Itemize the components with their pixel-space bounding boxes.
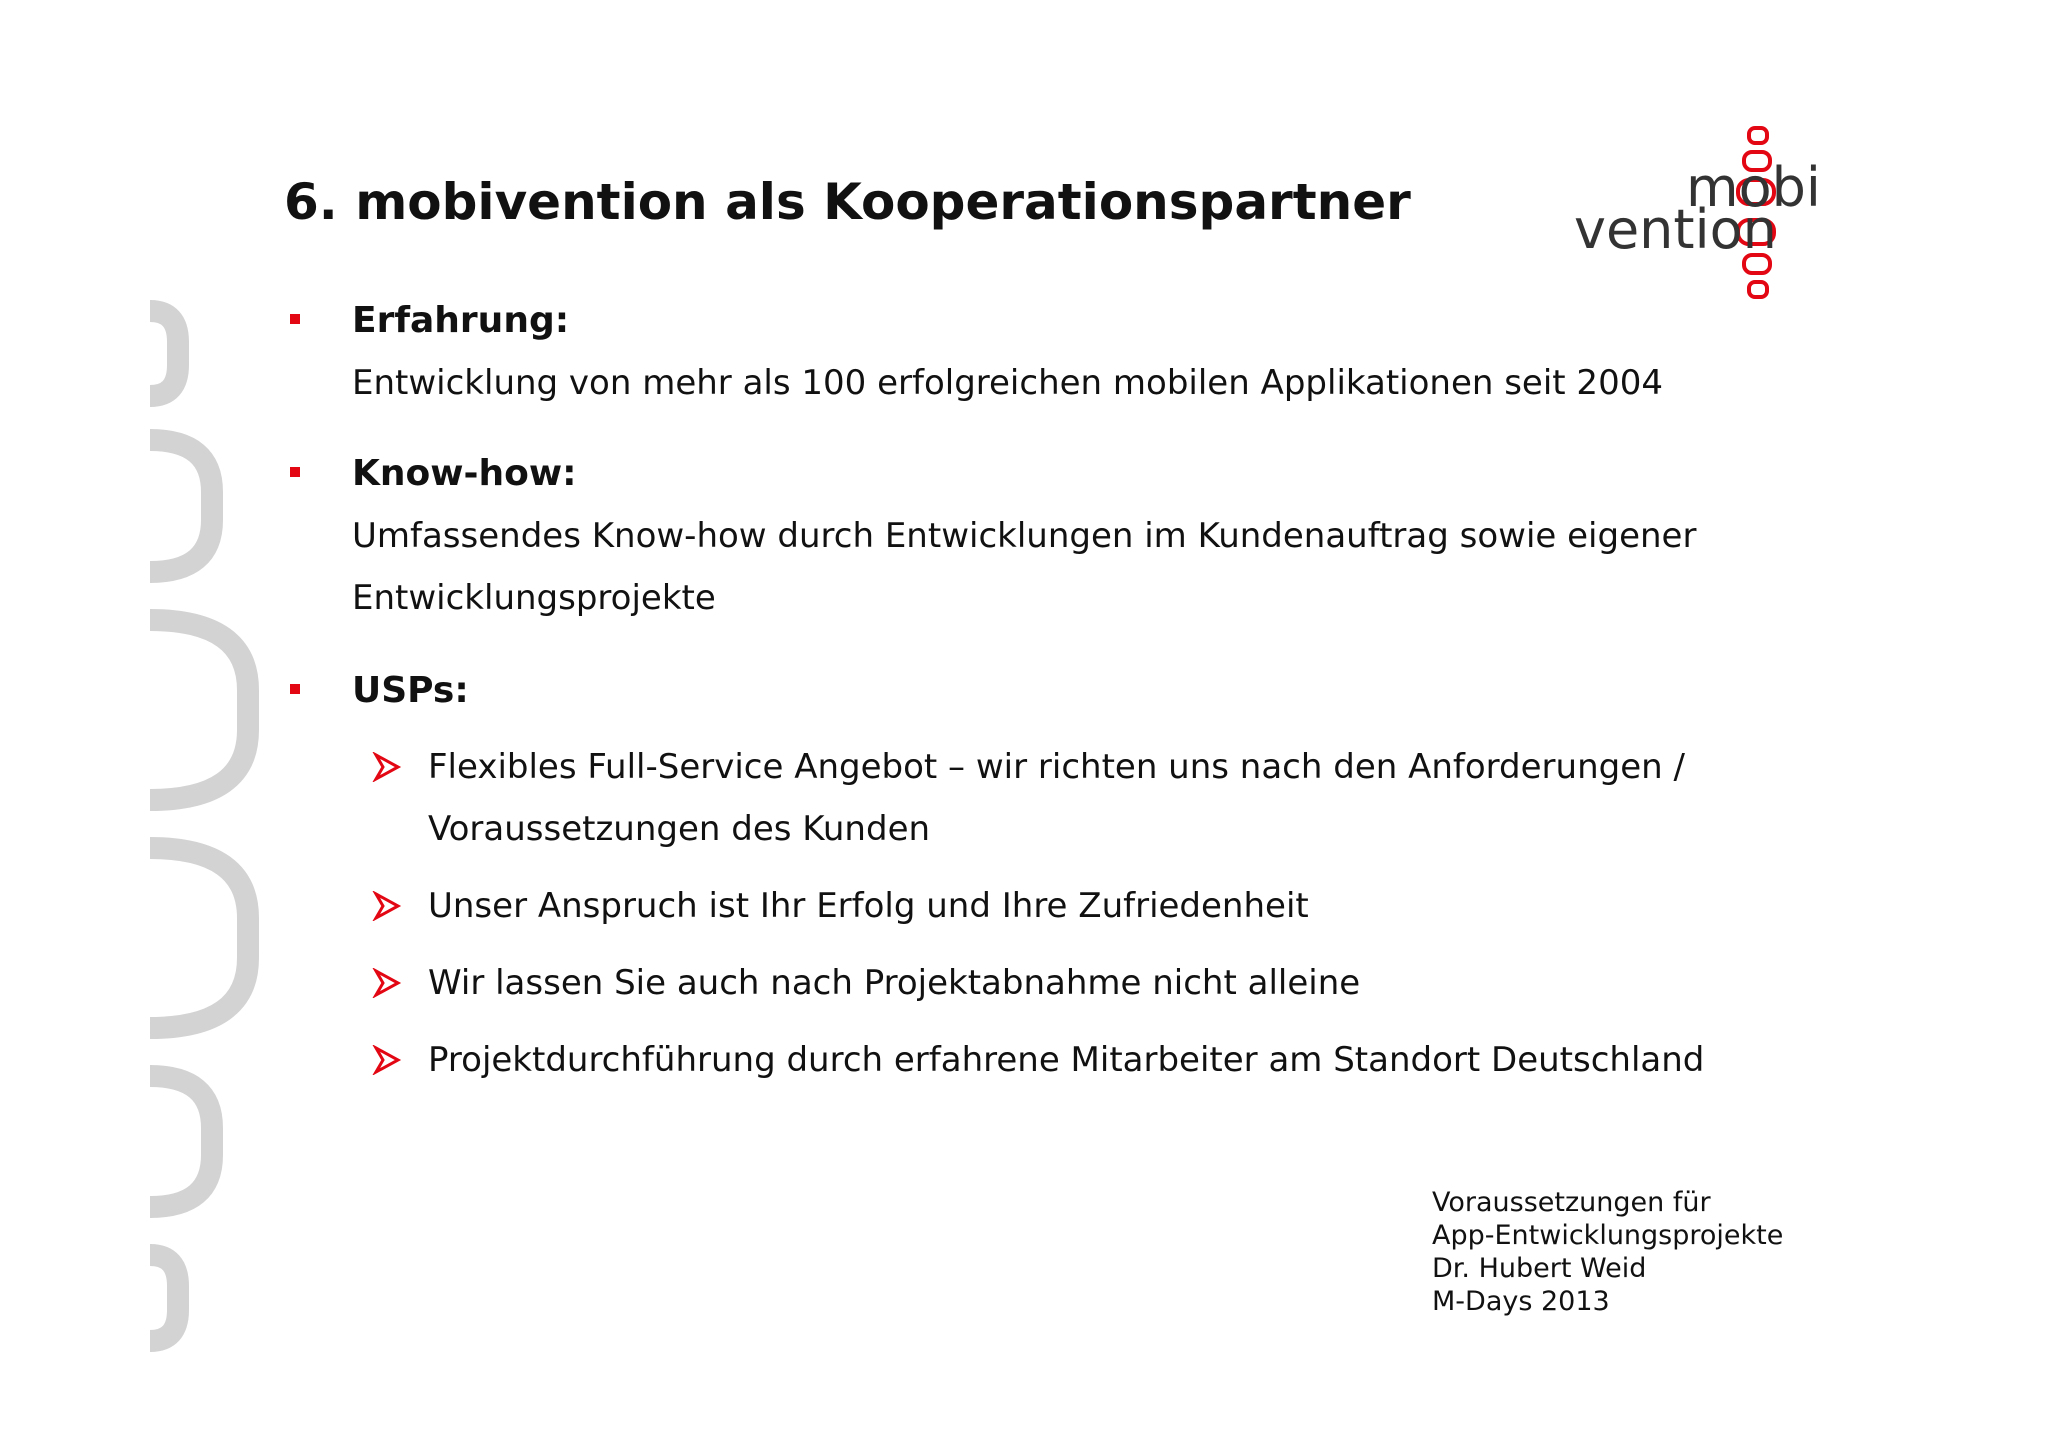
- bullet-square: [290, 314, 300, 324]
- bracket-shape: [150, 440, 212, 572]
- logo-text-vention: vention: [1574, 198, 1777, 261]
- bullet-square: [290, 684, 300, 694]
- section-heading-know-how: Know-how:: [352, 453, 577, 494]
- arrow-bullet-icon: [372, 752, 402, 782]
- footer-line: Dr. Hubert Weid: [1432, 1253, 1647, 1284]
- bullet-square: [290, 467, 300, 477]
- footer-line: M-Days 2013: [1432, 1286, 1610, 1317]
- arrow-bullet-icon: [372, 968, 402, 998]
- usp-item: Flexibles Full-Service Angebot – wir richten uns nach den Anforderungen /: [428, 747, 1685, 787]
- section-text: Umfassendes Know-how durch Entwicklungen im Kundenauftrag sowie eigener: [352, 516, 1697, 556]
- slide-title: 6. mobivention als Kooperationspartner: [284, 173, 1411, 231]
- arrow-bullet-icon: [372, 891, 402, 921]
- bracket-shape: [150, 311, 178, 396]
- logo-ring: [1749, 128, 1767, 143]
- logo-text-mobi: mobi: [1686, 156, 1821, 219]
- usp-item: Projektdurchführung durch erfahrene Mitarbeiter am Standort Deutschland: [428, 1040, 1705, 1080]
- bracket-shape: [150, 1255, 178, 1341]
- footer-line: App-Entwicklungsprojekte: [1432, 1220, 1784, 1251]
- bracket-shape: [150, 1076, 212, 1207]
- logo-ring: [1749, 282, 1767, 297]
- section-text: Entwicklung von mehr als 100 erfolgreichen mobilen Applikationen seit 2004: [352, 363, 1663, 403]
- mobivention-logo: [1548, 120, 1888, 310]
- decorative-brackets: [0, 0, 300, 1447]
- usp-item-continuation: Voraussetzungen des Kunden: [428, 809, 931, 849]
- bracket-shape: [150, 620, 248, 800]
- section-heading-usps: USPs:: [352, 670, 469, 711]
- section-text: Entwicklungsprojekte: [352, 578, 716, 618]
- bracket-shape: [150, 848, 248, 1028]
- usp-item: Unser Anspruch ist Ihr Erfolg und Ihre Zufriedenheit: [428, 886, 1309, 926]
- arrow-bullet-icon: [372, 1045, 402, 1075]
- section-heading-erfahrung: Erfahrung:: [352, 300, 570, 341]
- usp-item: Wir lassen Sie auch nach Projektabnahme nicht alleine: [428, 963, 1361, 1003]
- footer-line: Voraussetzungen für: [1432, 1187, 1711, 1218]
- footer-note: [1432, 1186, 1783, 1318]
